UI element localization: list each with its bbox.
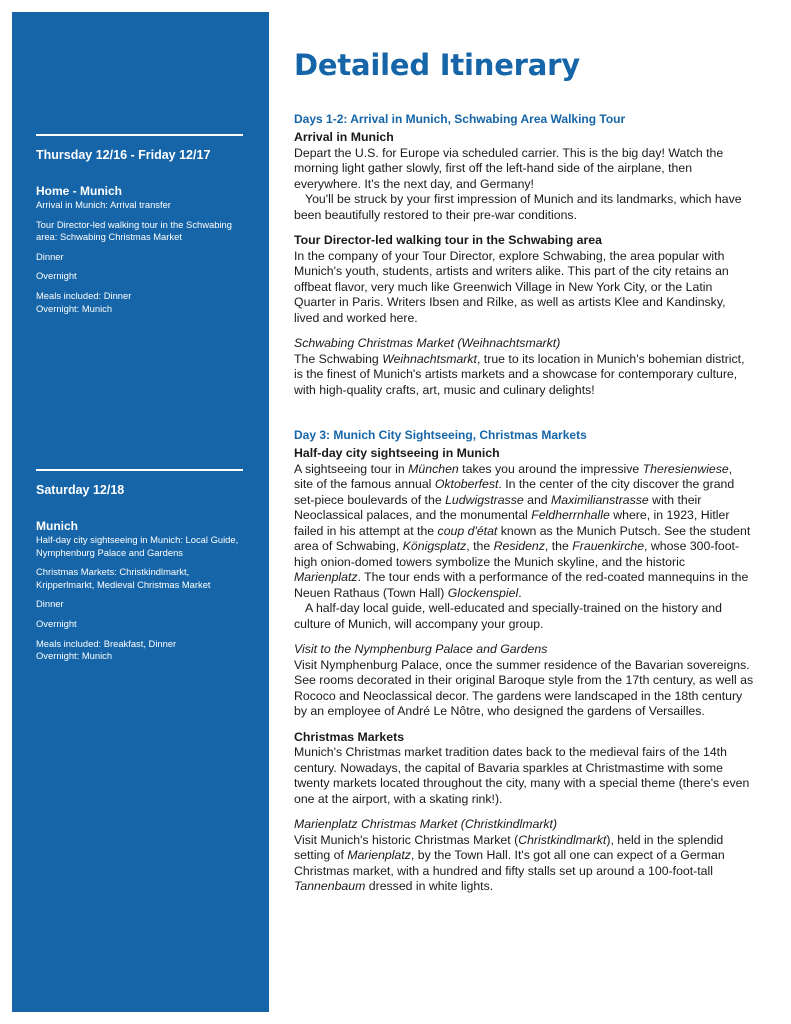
- sidebar-overnight: Overnight: Munich: [36, 650, 113, 662]
- sidebar-day3: [36, 469, 243, 663]
- paragraph: Visit Nymphenburg Palace, once the summer residence of the Bavarian sovereigns. See rooms decorated in their original Baroque style from the 17th century, as well as Rococo and Neoclassical decor. The gardens were landscaped in the 18th century by an employee of André Le Nôtre, who designed the gardens of Versailles.: [294, 657, 754, 718]
- paragraph: Munich's Christmas market tradition dates back to the medieval fairs of the 14th century. Nowadays, the capital of Bavaria sparkles at Christmastime with some twenty markets located throughout the city, many with a special theme (there's even one at the airport, with a skating rink!).: [294, 745, 750, 806]
- section-title: Tour Director-led walking tour in the Schwabing area: [294, 233, 602, 247]
- sidebar-meals: Meals included: Dinner: [36, 289, 132, 301]
- paragraph: Visit Munich's historic Christmas Market (Christkindlmarkt), held in the splendid setting of Marienplatz, by the Town Hall. It's got all one can expect of a German Christmas market, with a hundred and fifty stalls set up around a 100-foot-tall Tannenbaum dressed in white lights.: [294, 832, 725, 893]
- section-title-italic: Schwabing Christmas Market (Weihnachtsmarkt): [294, 336, 561, 350]
- day-heading: Day 3: Munich City Sightseeing, Christmas Markets: [294, 428, 587, 442]
- paragraph: A sightseeing tour in München takes you around the impressive Theresienwiese, site of the famous annual Oktoberfest. In the center of the city discover the grand set-piece boulevards of the Ludwigstrasse and Maximilianstrasse with their Neoclassical palaces, and the monumental Feldherrnhalle where, in 1923, Hitler failed in his attempt at the coup d'état known as the Munich Putsch. See the student area of Schwabing, Königsplatz, the Residenz, the Frauenkirche, whose 300-foot-high onion-domed towers symbolize the Munich skyline, and the historic Marienplatz. The tour ends with a performance of the red-coated mannequins in the Neuen Rathaus (Town Hall) Glockenspiel.: [294, 461, 751, 600]
- sidebar: [12, 12, 269, 1012]
- sidebar-place: Munich: [36, 519, 78, 533]
- sidebar-meals: Meals included: Breakfast, Dinner: [36, 637, 177, 649]
- sidebar-item: Half-day city sightseeing in Munich: Local Guide, Nymphenburg Palace and Gardens: [36, 534, 239, 558]
- section-title: Christmas Markets: [294, 729, 405, 744]
- sidebar-day1: [36, 134, 243, 315]
- section-title-italic: Marienplatz Christmas Market (Christkindlmarkt): [294, 817, 558, 831]
- paragraph: A half-day local guide, well-educated and specially-trained on the history and culture of Munich, will accompany your group.: [294, 601, 722, 631]
- divider: [36, 469, 243, 471]
- sidebar-item: Christmas Markets: Christkindlmarkt, Kripperlmarkt, Medieval Christmas Market: [36, 566, 211, 590]
- day-heading: Days 1-2: Arrival in Munich, Schwabing Area Walking Tour: [294, 112, 626, 126]
- sidebar-place: Home - Munich: [36, 184, 122, 198]
- sidebar-item: Tour Director-led walking tour in the Schwabing area: Schwabing Christmas Market: [36, 218, 232, 243]
- sidebar-date: Thursday 12/16 - Friday 12/17: [36, 148, 211, 162]
- paragraph: Depart the U.S. for Europe via scheduled carrier. This is the big day! Watch the morning light gather slowly, first off the left-hand side of the airplane, then everywhere. It's the next day, and Germany!: [294, 145, 724, 191]
- sidebar-item: Dinner: [36, 250, 64, 262]
- sidebar-item: Arrival in Munich: Arrival transfer: [36, 199, 171, 210]
- page-title: Detailed Itinerary: [294, 48, 580, 82]
- paragraph: In the company of your Tour Director, explore Schwabing, the area popular with Munich's youth, students, artists and writers alike. This part of the city retains an offbeat flavor, very much like Greenwich Village in New York City, or the Latin Quarter in Paris. Writers Ibsen and Rilke, as well as artists Klee and Kandinsky, lived and worked here.: [294, 248, 729, 325]
- sidebar-item: Overnight: [36, 617, 77, 629]
- paragraph: The Schwabing Weihnachtsmarkt, true to its location in Munich's bohemian district, is the finest of Munich's artists markets and a showcase for contemporary culture, with high-quality crafts, art, music and culinary delights!: [294, 351, 745, 397]
- sidebar-date: Saturday 12/18: [36, 483, 125, 497]
- section-title: Arrival in Munich: [294, 130, 394, 144]
- main-content: [294, 48, 754, 905]
- sidebar-item: Dinner: [36, 598, 64, 610]
- paragraph: You'll be struck by your first impression of Munich and its landmarks, which have been beautifully restored to their pre-war conditions.: [294, 192, 742, 222]
- section-title-italic: Visit to the Nymphenburg Palace and Gardens: [294, 642, 548, 656]
- divider: [36, 134, 243, 136]
- sidebar-overnight: Overnight: Munich: [36, 302, 113, 314]
- sidebar-item: Overnight: [36, 270, 77, 282]
- section-title: Half-day city sightseeing in Munich: [294, 446, 500, 460]
